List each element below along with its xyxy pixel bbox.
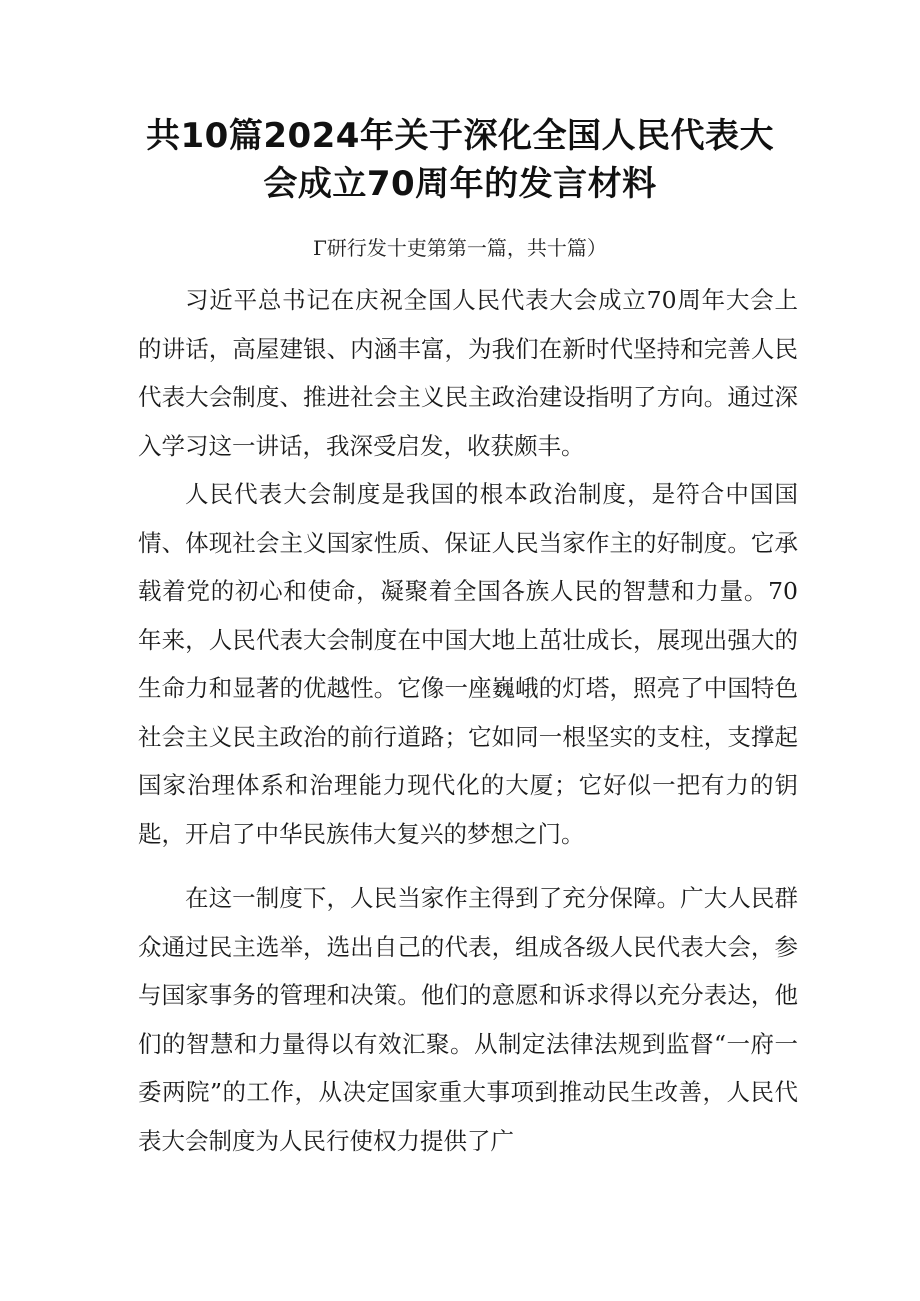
document-title-line-2: 会成立70周年的发言材料 <box>263 164 657 204</box>
document-subtitle: Γ研行发十吏第第一篇，共十篇） <box>313 236 607 260</box>
document-body <box>138 276 798 1165</box>
body-paragraph-1: 习近平总书记在庆祝全国人民代表大会成立70周年大会上的讲话，高屋建银、内涵丰富，为我们在新时代坚持和完善人民代表大会制度、推进社会主义民主政治建设指明了方向。通过深入学习这一讲话，我深受启发，收获颇丰。 <box>138 286 798 460</box>
body-paragraph-2: 人民代表大会制度是我国的根本政治制度，是符合中国国情、体现社会主义国家性质、保证人民当家作主的好制度。它承载着党的初心和使命，凝聚着全国各族人民的智慧和力量。70年来，人民代表大会制度在中国大地上茁壮成长，展现出强大的生命力和显著的优越性。它像一座巍峨的灯塔，照亮了中国特色社会主义民主政治的前行道路；它如同一根坚实的支柱，支撑起国家治理体系和治理能力现代化的大厦；它好似一把有力的钥匙，开启了中华民族伟大复兴的梦想之门。 <box>138 480 798 848</box>
document-title-line-1: 共10篇2024年关于深化全国人民代表大 <box>146 116 774 156</box>
body-paragraph-3: 在这一制度下，人民当家作主得到了充分保障。广大人民群众通过民主选举，选出自己的代表，组成各级人民代表大会，参与国家事务的管理和决策。他们的意愿和诉求得以充分表达，他们的智慧和力量得以有效汇聚。从制定法律法规到监督“一府一委两院”的工作，从决定国家重大事项到推动民生改善，人民代表大会制度为人民行使权力提供了广 <box>138 884 798 1155</box>
